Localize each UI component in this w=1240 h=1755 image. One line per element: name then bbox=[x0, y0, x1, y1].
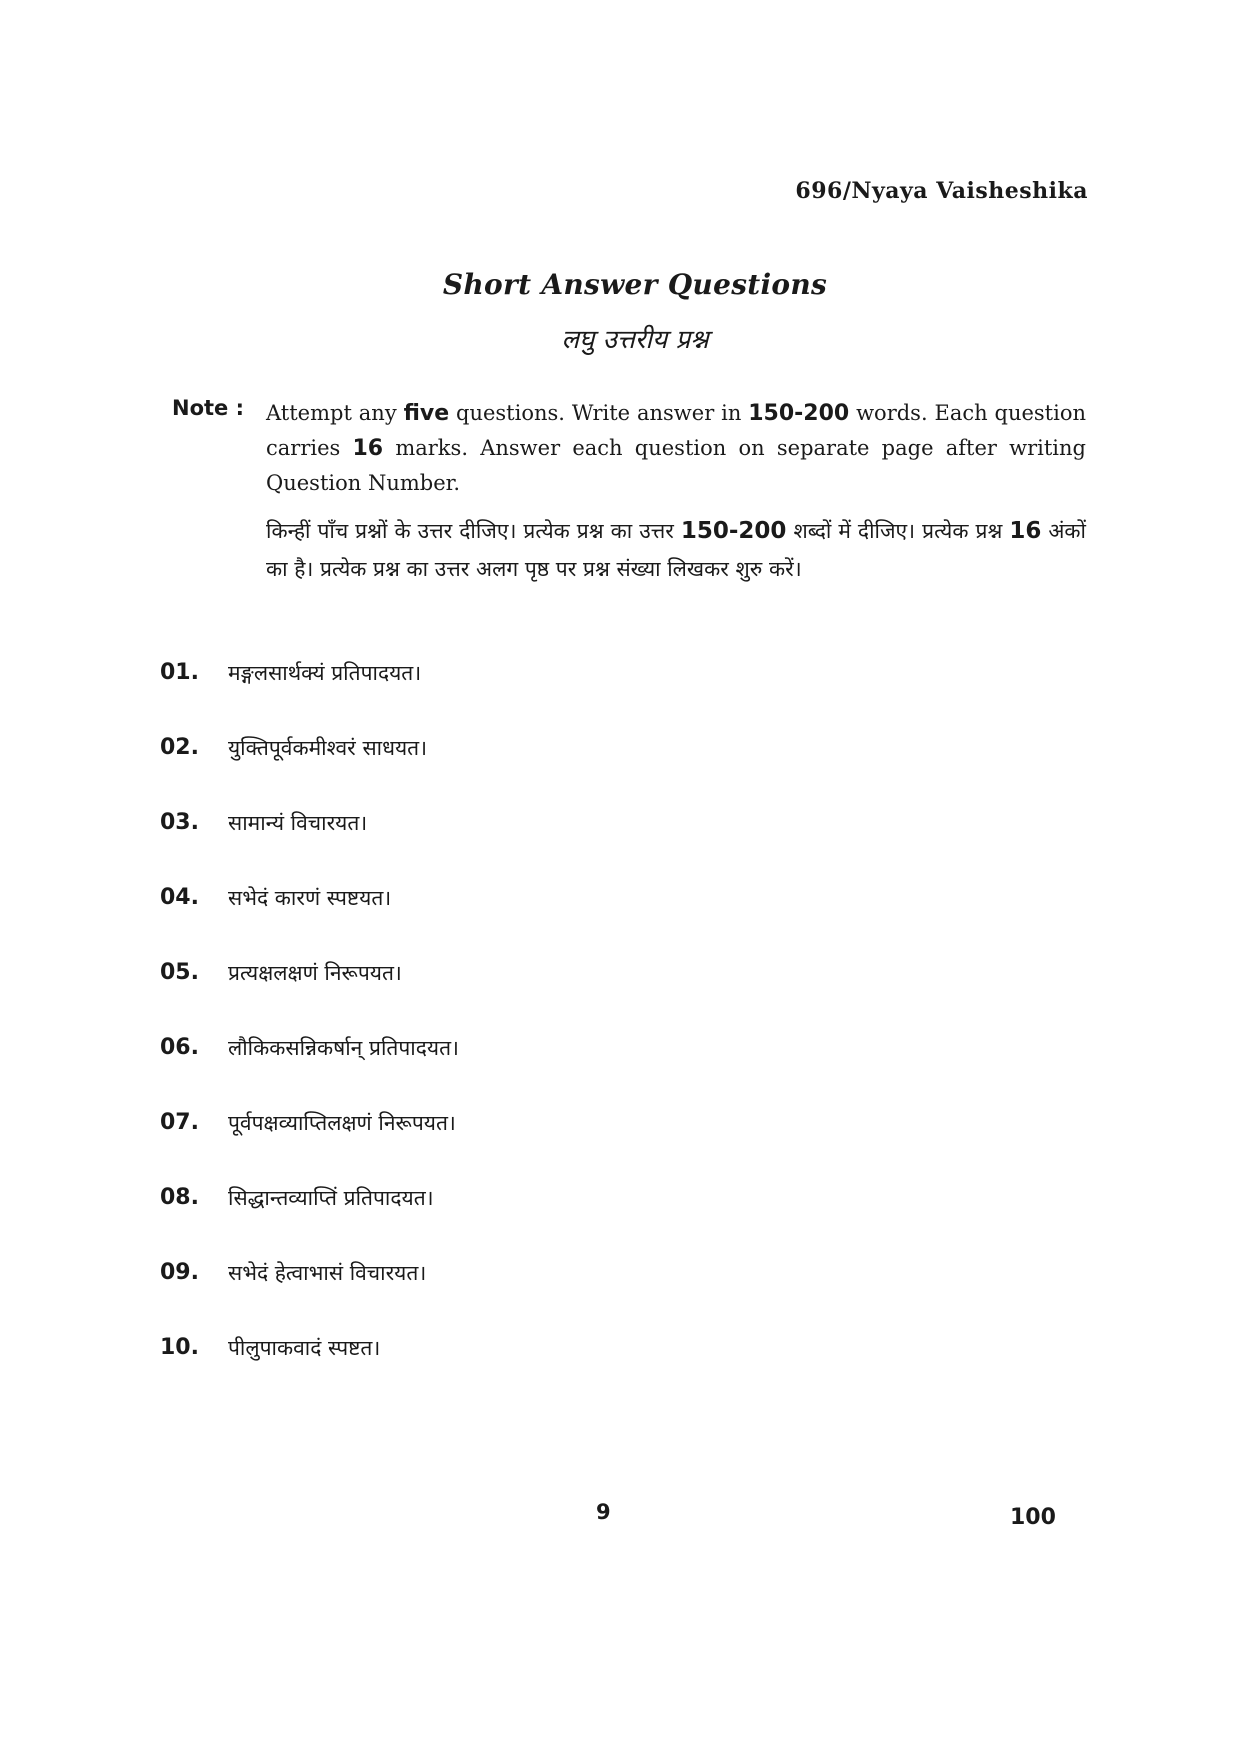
question-number: 04. bbox=[160, 885, 199, 910]
question-item bbox=[160, 658, 1060, 733]
question-number: 09. bbox=[160, 1260, 199, 1285]
section-title-hindi: लघु उत्तरीय प्रश्न bbox=[561, 325, 709, 355]
question-item bbox=[160, 733, 1060, 808]
note-en-text: Attempt any bbox=[266, 401, 404, 425]
question-item bbox=[160, 1258, 1060, 1333]
copies-count: 100 bbox=[1010, 1505, 1056, 1530]
note-en-emphasis: 150-200 bbox=[748, 401, 850, 426]
paper-code: 696/Nyaya Vaisheshika bbox=[795, 178, 1088, 204]
question-number: 05. bbox=[160, 960, 199, 985]
question-item bbox=[160, 1108, 1060, 1183]
note-en-text: marks. Answer each question on separate page after writing Question Number. bbox=[266, 436, 1086, 495]
question-item bbox=[160, 1333, 1060, 1408]
question-item bbox=[160, 958, 1060, 1033]
note-hindi bbox=[266, 512, 1086, 588]
question-item bbox=[160, 1183, 1060, 1258]
question-number: 08. bbox=[160, 1185, 199, 1210]
question-text: सभेदं कारणं स्पष्टयत। bbox=[228, 886, 392, 910]
note-english bbox=[266, 396, 1086, 501]
question-text: सभेदं हेत्वाभासं विचारयत। bbox=[228, 1261, 427, 1285]
question-number: 07. bbox=[160, 1110, 199, 1135]
section-title-english: Short Answer Questions bbox=[442, 268, 828, 301]
question-item bbox=[160, 883, 1060, 958]
question-number: 10. bbox=[160, 1335, 199, 1360]
question-number: 01. bbox=[160, 660, 199, 685]
note-en-text: words. Each question carries bbox=[266, 401, 1087, 460]
question-text: लौकिकसन्निकर्षान् प्रतिपादयत। bbox=[228, 1036, 459, 1060]
question-list bbox=[160, 658, 1060, 1408]
question-item bbox=[160, 808, 1060, 883]
note-hi-text: अंकों का है। प्रत्येक प्रश्न का उत्तर अलग पृष्ठ पर प्रश्न संख्या लिखकर शुरु करें। bbox=[266, 519, 1086, 581]
question-number: 06. bbox=[160, 1035, 199, 1060]
note-hi-text: शब्दों में दीजिए। प्रत्येक प्रश्न bbox=[786, 519, 1010, 543]
note-en-text: questions. Write answer in bbox=[449, 401, 749, 425]
question-text: पूर्वपक्षव्याप्तिलक्षणं निरूपयत। bbox=[228, 1111, 456, 1135]
question-item bbox=[160, 1033, 1060, 1108]
question-text: प्रत्यक्षलक्षणं निरूपयत। bbox=[228, 961, 402, 985]
question-text: सिद्धान्तव्याप्तिं प्रतिपादयत। bbox=[228, 1186, 434, 1210]
question-text: मङ्गलसार्थक्यं प्रतिपादयत। bbox=[228, 661, 422, 685]
note-hi-emphasis: 16 bbox=[1009, 518, 1042, 544]
question-text: पीलुपाकवादं स्पष्टत। bbox=[228, 1336, 381, 1360]
note-label: Note : bbox=[172, 396, 244, 420]
question-text: सामान्यं विचारयत। bbox=[228, 811, 368, 835]
note-en-emphasis: five bbox=[403, 401, 450, 426]
question-text: युक्तिपूर्वकमीश्वरं साधयत। bbox=[228, 736, 428, 760]
question-number: 02. bbox=[160, 735, 199, 760]
note-hi-text: किन्हीं पाँच प्रश्नों के उत्तर दीजिए। प्रत्येक प्रश्न का उत्तर bbox=[266, 519, 681, 543]
note-hi-emphasis: 150-200 bbox=[680, 518, 787, 544]
question-number: 03. bbox=[160, 810, 199, 835]
page-number: 9 bbox=[596, 1500, 611, 1524]
note-en-emphasis: 16 bbox=[352, 436, 384, 461]
